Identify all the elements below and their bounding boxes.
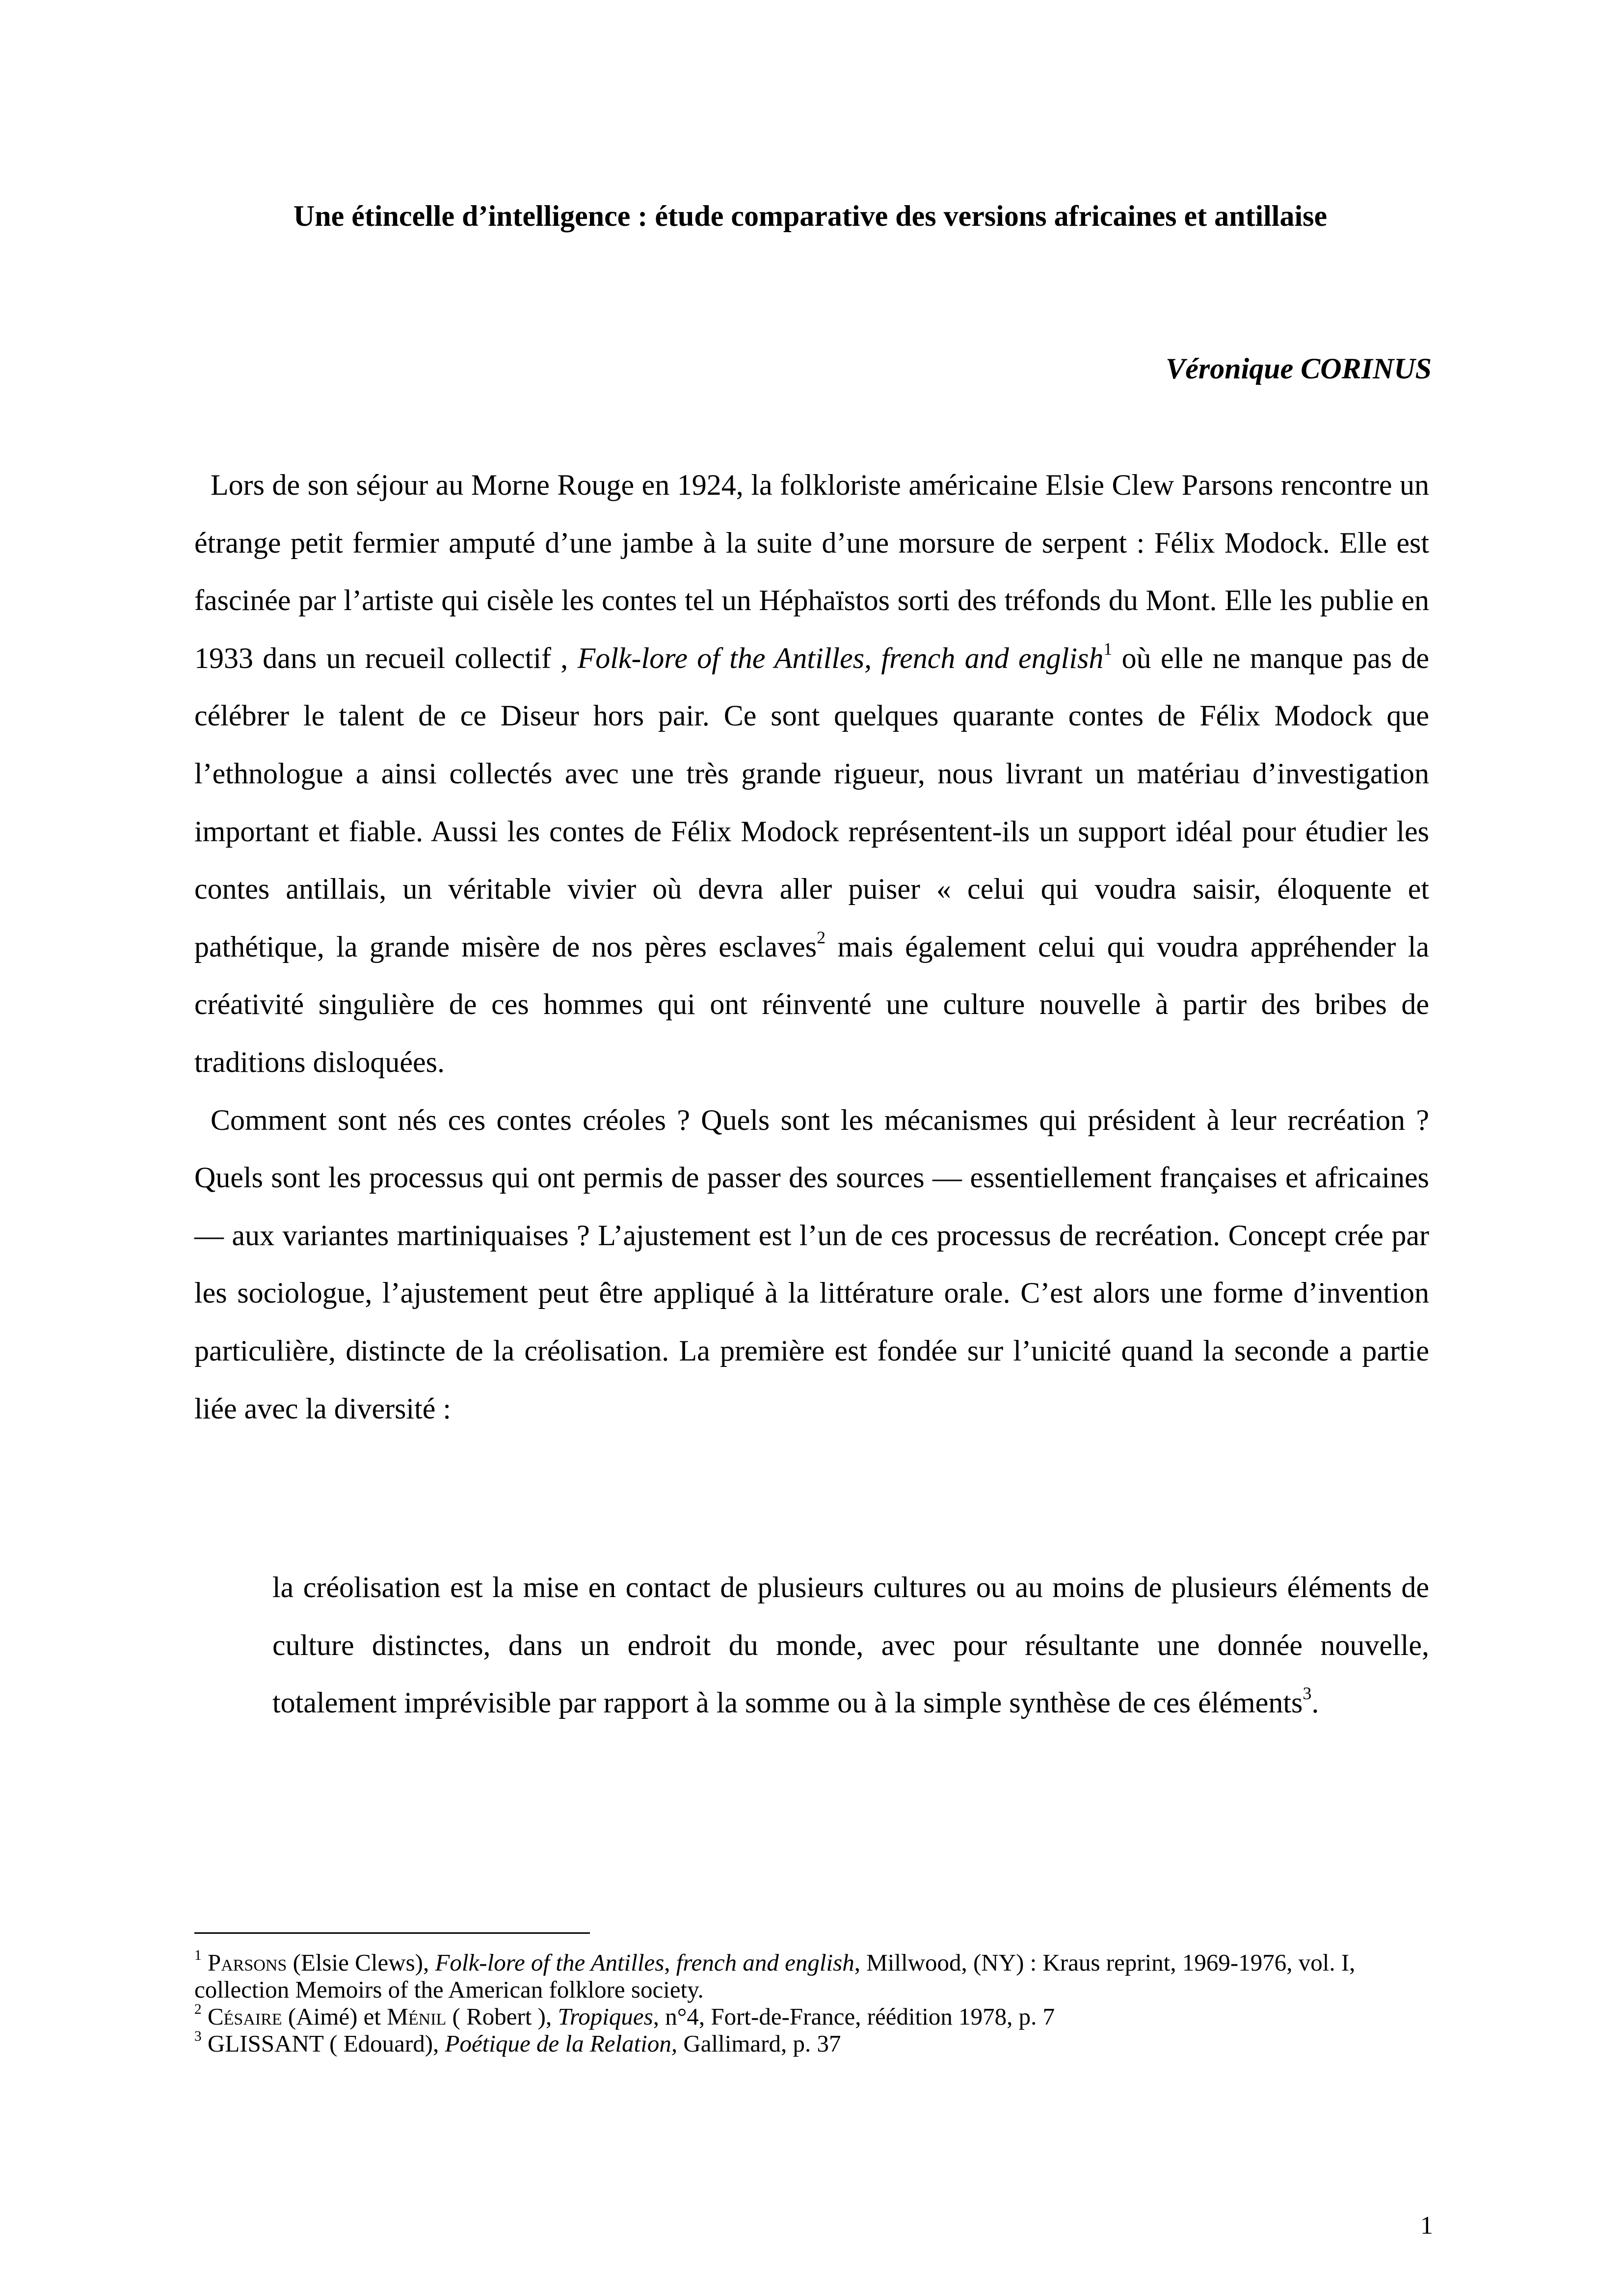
footnote-text: ( Robert ),: [446, 2003, 558, 2030]
footnote-2: [194, 2003, 1429, 2030]
footnote-author: Parsons: [207, 1949, 287, 1976]
footnote-author: ésaire: [223, 2003, 282, 2030]
block-quote: [272, 1559, 1429, 1732]
footnote-text: , Millwood, (NY) : Kraus reprint, 1969-1976, vol. I, collection Memoirs of the American folklore society.: [194, 1949, 1356, 2003]
footnote-text: GLISSANT ( Edouard),: [207, 2030, 445, 2057]
footnote-ref-3: 3: [1303, 1683, 1312, 1704]
footnote-work-title: french and english: [676, 1949, 854, 1976]
quote-text: la créolisation est la mise en contact de plusieurs cultures ou au moins de plusieurs éléments de culture distinctes, dans un endroit du monde, avec pour résultante une donnée nouvelle, totalement imprévisible par rapport à la somme ou à la simple synthèse de ces éléments: [272, 1571, 1429, 1719]
footnote-1: [194, 1949, 1429, 2003]
page-title: Une étincelle d’intelligence : étude comparative des versions africaines et antillaise: [293, 200, 1328, 232]
footnote-author: énil: [408, 2003, 447, 2030]
quote-end: .: [1311, 1686, 1319, 1719]
paragraph-1-part-c: mais également celui qui voudra appréhender la créativité singulière de ces hommes qui ont réinventé une culture nouvelle à partir des bribes de traditions disloquées.: [194, 930, 1429, 1078]
footnotes: [194, 1949, 1429, 2057]
footnote-text: (Aimé) et M: [282, 2003, 408, 2030]
footnote-separator: [194, 1932, 590, 1934]
body-text: [194, 456, 1429, 1438]
footnote-text: , n°4, Fort-de-France, réédition 1978, p. 7: [653, 2003, 1055, 2030]
footnote-number: 1: [194, 1947, 202, 1963]
book-title-italic: Folk-lore of the Antilles, french and english: [577, 641, 1104, 674]
footnote-work-title: Folk-lore of the Antilles: [435, 1949, 665, 1976]
page-number: 1: [1420, 2212, 1433, 2240]
footnote-number: 2: [194, 2001, 202, 2017]
paragraph-1-part-a: Lors de son séjour au Morne Rouge en 1924, la folkloriste américaine Elsie Clew Parsons rencontre un étrange petit fermier amputé d’une jambe à la suite d’une morsure de serpent : Félix Modock. Elle est fascinée par l’artiste qui cisèle les contes tel un Héphaïstos sorti des tréfonds du Mont. Elle les publie en 1933 dans un recueil collectif ,: [194, 469, 1429, 674]
paragraph-1-part-b: où elle ne manque pas de célébrer le talent de ce Diseur hors pair. Ce sont quelques quarante contes de Félix Modock que l’ethnologue a ainsi collectés avec une très grande rigueur, nous livrant un matériau d’investigation important et fiable. Aussi les contes de Félix Modock représentent-ils un support idéal pour étudier les contes antillais, un véritable vivier où devra aller puiser « celui qui voudra saisir, éloquente et pathétique, la grande misère de nos pères esclaves: [194, 641, 1429, 963]
footnote-work-title: Poétique de la Relation,: [445, 2030, 678, 2057]
footnote-number: 3: [194, 2028, 202, 2044]
footnote-ref-1: 1: [1103, 639, 1113, 659]
footnote-author-initial: C: [207, 2003, 224, 2030]
author-name: Véronique CORINUS: [1166, 352, 1432, 385]
paragraph-2: Comment sont nés ces contes créoles ? Quels sont les mécanismes qui président à leur recréation ? Quels sont les processus qui ont permis de passer des sources — essentiellement françaises et africaines — aux variantes martiniquaises ? L’ajustement est l’un de ces processus de recréation. Concept crée par les sociologue, l’ajustement peut être appliqué à la littérature orale. C’est alors une forme d’invention particulière, distincte de la créolisation. La première est fondée sur l’unicité quand la seconde a partie liée avec la diversité :: [194, 1103, 1429, 1425]
quote-paragraph: [272, 1559, 1429, 1732]
footnote-text: (Elsie Clews),: [287, 1949, 435, 1976]
footnote-ref-2: 2: [817, 927, 826, 947]
paragraph-1: [194, 456, 1429, 1092]
footnote-text: ,: [664, 1949, 676, 1976]
footnote-work-title: Tropiques: [558, 2003, 653, 2030]
footnote-text: Gallimard, p. 37: [677, 2030, 841, 2057]
footnote-3: [194, 2030, 1429, 2057]
